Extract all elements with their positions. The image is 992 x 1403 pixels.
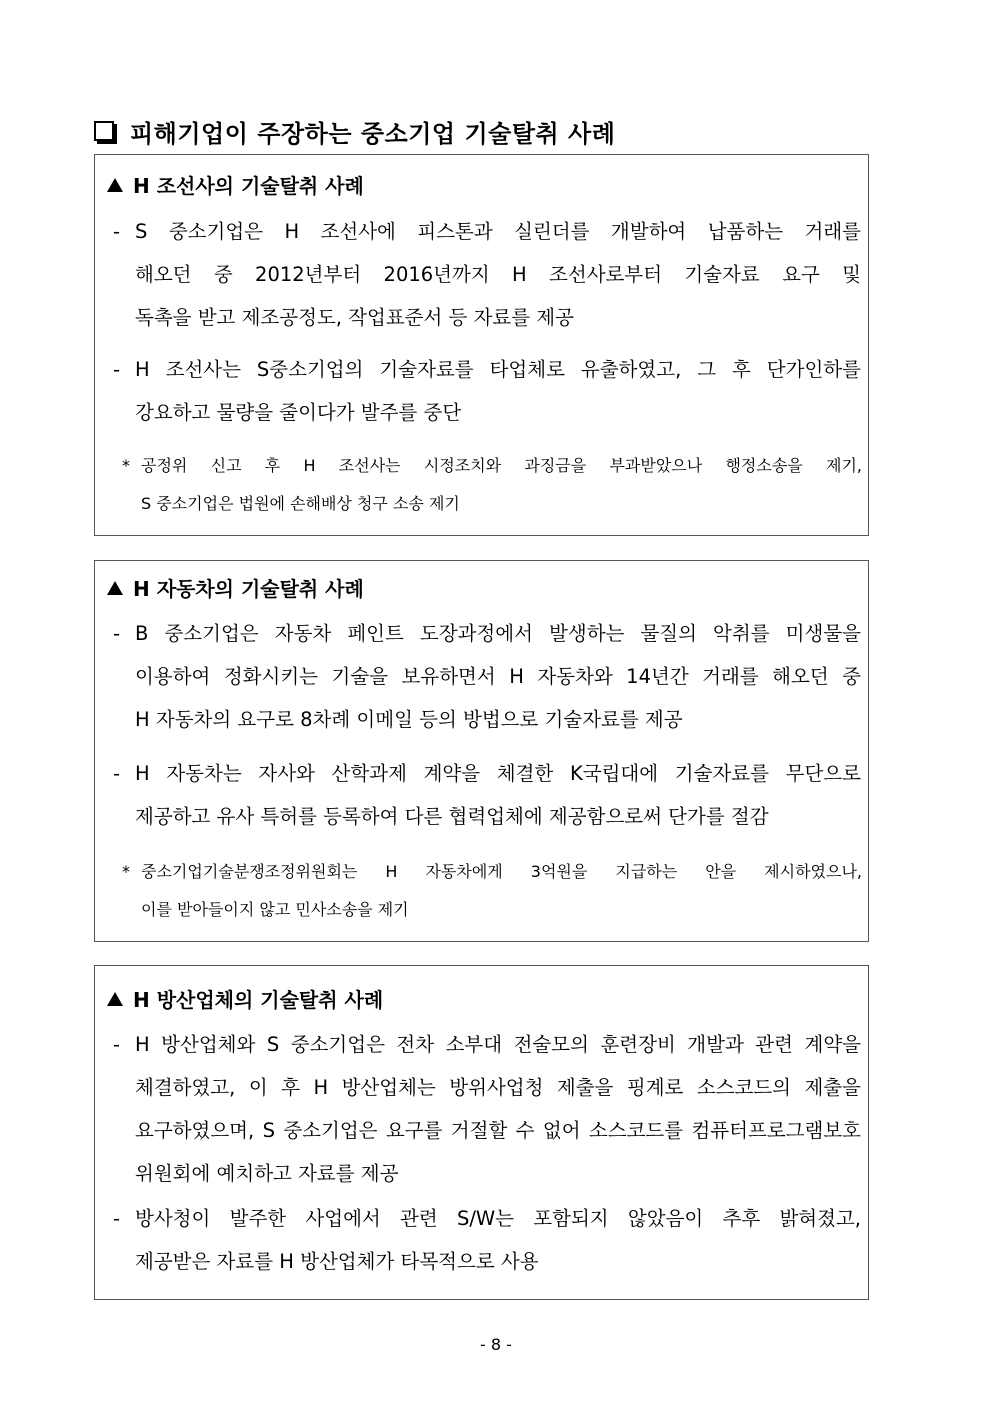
square-bullet-icon [94,121,114,141]
page-number: - 8 - [480,1335,512,1354]
section-heading-text: 피해기업이 주장하는 중소기업 기술탈취 사례 [130,119,616,148]
bullet-line: 강요하고 물량을 줄이다가 발주를 중단 [135,401,462,424]
asterisk-marker: * [122,456,130,475]
dash-marker: - [113,1207,121,1230]
bullet-line: H 자동차는 자사와 산학과제 계약을 체결한 K국립대에 기술자료를 무단으로 [135,762,861,785]
dash-marker: - [113,762,121,785]
case-box-shipbuilder [94,154,869,536]
bullet-line: H 자동차의 요구로 8차례 이메일 등의 방법으로 기술자료를 제공 [135,708,683,731]
case-bullet [113,348,861,434]
case-bullet [113,612,861,741]
bullet-line: 이용하여 정화시키는 기술을 보유하면서 H 자동차와 14년간 거래를 해오던 중 [135,665,861,688]
case-box-defense [94,965,869,1300]
case-bullet [113,1023,861,1195]
bullet-line: 독촉을 받고 제조공정도, 작업표준서 등 자료를 제공 [135,306,574,329]
bullet-line: H 방산업체와 S 중소기업은 전차 소부대 전술모의 훈련장비 개발과 관련 계약을 [135,1033,861,1056]
bullet-line: B 중소기업은 자동차 페인트 도장과정에서 발생하는 물질의 악취를 미생물을 [135,622,861,645]
dash-marker: - [113,220,121,243]
bullet-line: 해오던 중 2012년부터 2016년까지 H 조선사로부터 기술자료 요구 및 [135,263,861,286]
case-bullet [113,210,861,339]
triangle-bullet-icon [107,992,123,1006]
dash-marker: - [113,1033,121,1056]
case-title [107,577,364,601]
asterisk-marker: * [122,862,130,881]
case-title-text: H 조선사의 기술탈취 사례 [133,174,364,198]
bullet-line: H 조선사는 S중소기업의 기술자료를 타업체로 유출하였고, 그 후 단가인하를 [135,358,861,381]
bullet-line: 방사청이 발주한 사업에서 관련 S/W는 포함되지 않았음이 추후 밝혀졌고, [135,1207,861,1230]
case-title [107,988,383,1012]
section-heading [94,113,615,149]
dash-marker: - [113,358,121,381]
bullet-line: 요구하였으며, S 중소기업은 요구를 거절할 수 없어 소스코드를 컴퓨터프로그램보호 [135,1119,861,1142]
note-line: 공정위 신고 후 H 조선사는 시정조치와 과징금을 부과받았으나 행정소송을 제기, [141,456,862,475]
case-note [122,447,862,523]
case-note [122,853,862,929]
note-line: 중소기업기술분쟁조정위원회는 H 자동차에게 3억원을 지급하는 안을 제시하였으나, [141,862,862,881]
bullet-line: 제공하고 유사 특허를 등록하여 다른 협력업체에 제공함으로써 단가를 절감 [135,805,769,828]
case-bullet [113,1197,861,1283]
case-bullet [113,752,861,838]
triangle-bullet-icon [107,178,123,192]
dash-marker: - [113,622,121,645]
case-title-text: H 자동차의 기술탈취 사례 [133,577,364,601]
bullet-line: 제공받은 자료를 H 방산업체가 타목적으로 사용 [135,1250,539,1273]
case-box-automaker [94,560,869,942]
case-title-text: H 방산업체의 기술탈취 사례 [133,988,384,1012]
case-title [107,174,364,198]
triangle-bullet-icon [107,581,123,595]
note-line: S 중소기업은 법원에 손해배상 청구 소송 제기 [141,494,460,513]
bullet-line: 위원회에 예치하고 자료를 제공 [135,1162,399,1185]
bullet-line: 체결하였고, 이 후 H 방산업체는 방위사업청 제출을 핑계로 소스코드의 제출을 [135,1076,861,1099]
note-line: 이를 받아들이지 않고 민사소송을 제기 [141,900,409,919]
bullet-line: S 중소기업은 H 조선사에 피스톤과 실린더를 개발하여 납품하는 거래를 [135,220,861,243]
